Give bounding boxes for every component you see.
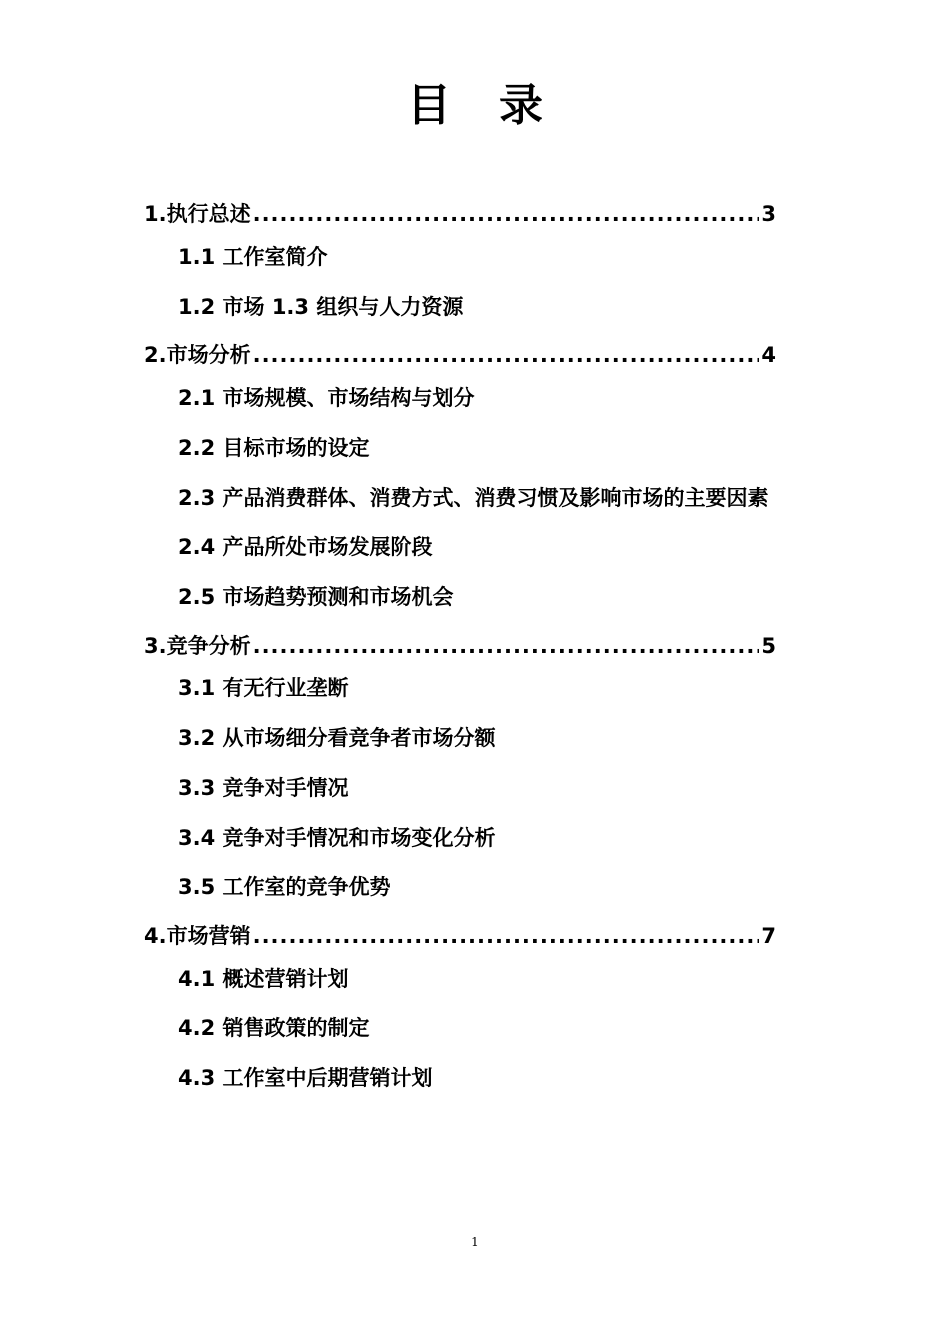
toc-page-number: 7 [761, 924, 776, 948]
toc-dot-leader [253, 633, 760, 659]
toc-subentry[interactable]: 2.5 市场趋势预测和市场机会 [178, 585, 454, 609]
toc-section-label: 市场营销 [166, 924, 251, 948]
toc-subentry[interactable]: 2.4 产品所处市场发展阶段 [178, 535, 433, 559]
toc-subentry[interactable]: 4.2 销售政策的制定 [178, 1016, 370, 1040]
page-number: 1 [471, 1235, 479, 1249]
toc-dot-leader [253, 923, 760, 949]
toc-section-label: 竞争分析 [166, 634, 251, 658]
title-char: 录 [499, 80, 543, 131]
toc-section-number: 3. [144, 634, 167, 658]
toc-subentry[interactable]: 3.4 竞争对手情况和市场变化分析 [178, 826, 496, 850]
toc-dot-leader [253, 201, 760, 227]
toc-subentry[interactable]: 1.2 市场 1.3 组织与人力资源 [178, 295, 464, 319]
toc-section-number: 1. [144, 202, 167, 226]
toc-subentry[interactable]: 3.3 竞争对手情况 [178, 776, 349, 800]
title-char: 目 [407, 80, 451, 131]
toc-subentry[interactable]: 2.3 产品消费群体、消费方式、消费习惯及影响市场的主要因素 [178, 486, 769, 510]
toc-section-label: 执行总述 [166, 202, 251, 226]
toc-subentry[interactable]: 4.1 概述营销计划 [178, 967, 349, 991]
toc-entry-section-1[interactable] [144, 201, 776, 227]
toc-section-number: 4. [144, 924, 167, 948]
toc-entry-section-2[interactable] [144, 342, 776, 368]
toc-page-number: 4 [761, 343, 776, 367]
toc-section-label: 市场分析 [166, 343, 251, 367]
toc-entry-section-4[interactable] [144, 923, 776, 949]
toc-subentry[interactable]: 2.2 目标市场的设定 [178, 436, 370, 460]
toc-section-number: 2. [144, 343, 167, 367]
toc-subentry[interactable]: 2.1 市场规模、市场结构与划分 [178, 386, 475, 410]
toc-subentry[interactable]: 1.1 工作室简介 [178, 245, 328, 269]
toc-page-number: 5 [761, 634, 776, 658]
toc-subentry[interactable]: 3.2 从市场细分看竞争者市场分额 [178, 726, 496, 750]
toc-subentry[interactable]: 3.1 有无行业垄断 [178, 676, 349, 700]
toc-subentry[interactable]: 4.3 工作室中后期营销计划 [178, 1066, 433, 1090]
toc-subentry[interactable]: 3.5 工作室的竞争优势 [178, 875, 391, 899]
toc-dot-leader [253, 342, 760, 368]
toc-entry-section-3[interactable] [144, 633, 776, 659]
toc-page-number: 3 [761, 202, 776, 226]
